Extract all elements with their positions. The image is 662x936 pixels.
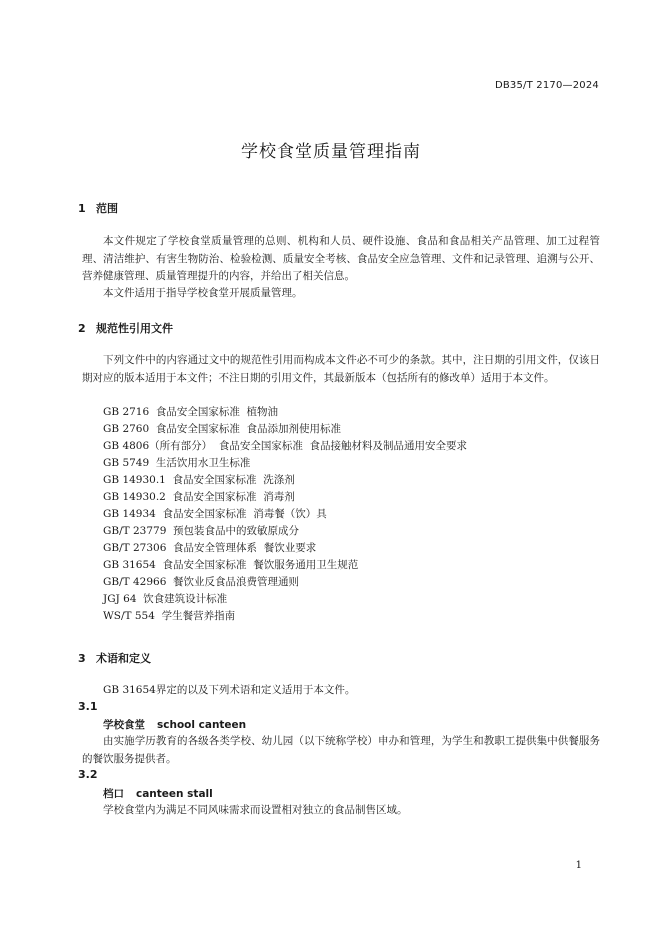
reference-item: GB 5749 生活饮用水卫生标准 [103, 457, 251, 469]
section-title: 术语和定义 [96, 652, 151, 665]
section-number: 2 [78, 322, 86, 335]
section-title: 范围 [96, 202, 118, 215]
reference-item: GB/T 27306 食品安全管理体系 餐饮业要求 [103, 542, 317, 554]
term-definition: 由实施学历教育的各级各类学校、幼儿园（以下统称学校）申办和管理，为学生和教职工提供集中供餐服务的餐饮服务提供者。 [82, 735, 600, 765]
term-english: school canteen [157, 719, 247, 731]
section-2-heading [78, 320, 173, 336]
section-1-heading [78, 200, 118, 216]
term-entry [103, 786, 213, 801]
section-title: 规范性引用文件 [96, 322, 173, 335]
reference-item: GB/T 23779 预包装食品中的致敏原成分 [103, 525, 300, 537]
term-entry [103, 717, 246, 732]
reference-item: JGJ 64 饮食建筑设计标准 [103, 593, 228, 605]
term-number: 3.2 [78, 768, 98, 781]
standard-code: DB35/T 2170—2024 [494, 80, 599, 91]
section-3-intro: GB 31654界定的以及下列术语和定义适用于本文件。 [103, 684, 356, 696]
term-chinese: 学校食堂 [103, 719, 145, 731]
section-3-heading [78, 650, 151, 666]
section-1-paragraph-2: 本文件适用于指导学校食堂开展质量管理。 [103, 287, 303, 299]
section-number: 3 [78, 652, 86, 665]
section-1-paragraph-1: 本文件规定了学校食堂质量管理的总则、机构和人员、硬件设施、食品和食品相关产品管理、加工过程管理、清洁维护、有害生物防治、检验检测、质量安全考核、食品安全应急管理、文件和记录管理、追溯与公开、营养健康管理、质量管理提升的内容，并给出了相关信息。 [82, 235, 600, 282]
page-number: 1 [575, 860, 582, 871]
reference-item: GB 14930.1 食品安全国家标准 洗涤剂 [103, 474, 295, 486]
reference-item: GB/T 42966 餐饮业反食品浪费管理通则 [103, 576, 300, 588]
term-definition: 学校食堂内为满足不同风味需求而设置相对独立的食品制售区域。 [103, 804, 408, 816]
section-2-intro: 下列文件中的内容通过文中的规范性引用而构成本文件必不可少的条款。其中，注日期的引用文件，仅该日期对应的版本适用于本文件；不注日期的引用文件，其最新版本（包括所有的修改单）适用于本文件。 [82, 354, 600, 384]
document-title: 学校食堂质量管理指南 [241, 142, 421, 162]
reference-item: GB 14930.2 食品安全国家标准 消毒剂 [103, 491, 295, 503]
reference-item: GB 4806（所有部分） 食品安全国家标准 食品接触材料及制品通用安全要求 [103, 440, 468, 452]
term-number: 3.1 [78, 700, 98, 713]
reference-item: GB 14934 食品安全国家标准 消毒餐（饮）具 [103, 508, 327, 520]
reference-item: GB 2716 食品安全国家标准 植物油 [103, 406, 279, 418]
term-english: canteen stall [136, 788, 213, 800]
section-number: 1 [78, 202, 86, 215]
reference-item: GB 2760 食品安全国家标准 食品添加剂使用标准 [103, 423, 342, 435]
reference-item: WS/T 554 学生餐营养指南 [103, 610, 236, 622]
reference-item: GB 31654 食品安全国家标准 餐饮服务通用卫生规范 [103, 559, 359, 571]
term-chinese: 档口 [103, 788, 124, 800]
